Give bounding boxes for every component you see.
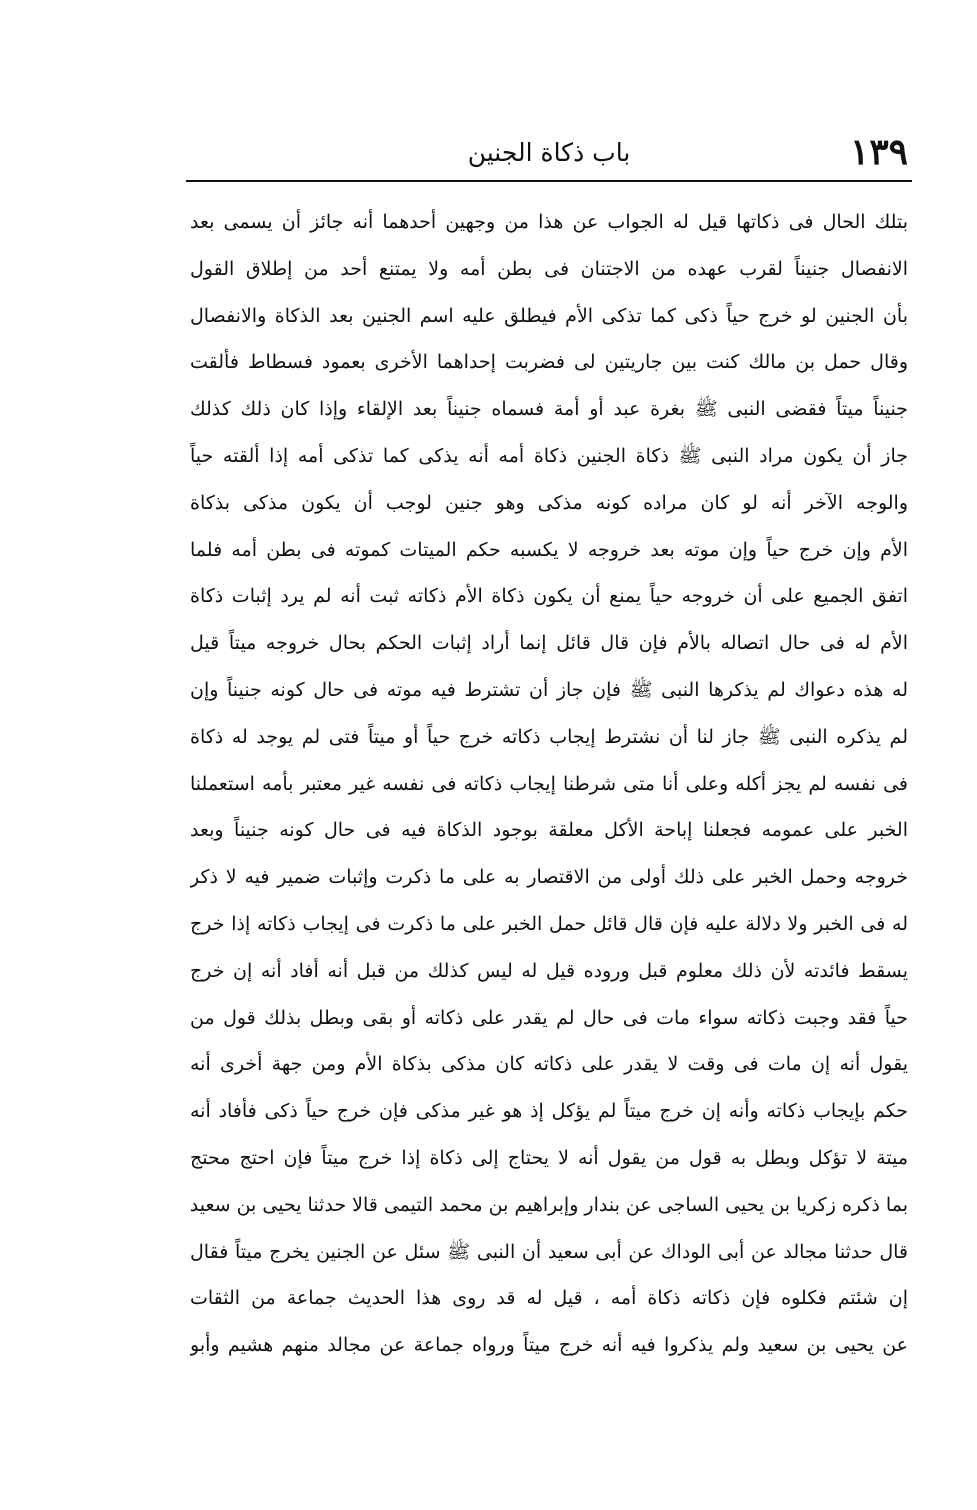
text-line: يسقط فائدته لأن ذلك معلوم قبل وروده قيل له ليس كذلك من قبل أنه أفاد أنه إن خرج: [190, 959, 908, 982]
body-text: [190, 199, 908, 1357]
text-line: خروجه وحمل الخبر على ذلك أولى من الاقتصار به على ما ذكرت وإثبات ضمير فيه لا ذكر: [190, 866, 908, 889]
header-rule: [186, 180, 912, 182]
text-line: إن شئتم فكلوه فإن ذكاته ذكاة أمه ، قيل له قد روى هذا الحديث جماعة من الثقات: [190, 1287, 908, 1310]
text-line: له فى الخبر ولا دلالة عليه فإن قال قائل حمل الخبر على ما ذكرت فى إيجاب ذكاته إذا خرج: [190, 912, 908, 935]
text-line: قال حدثنا مجالد عن أبى الوداك عن أبى سعيد أن النبى ﷺ سئل عن الجنين يخرج ميتاً فقال: [190, 1240, 908, 1263]
text-line: حكم بإيجاب ذكاته وأنه إن خرج ميتاً لم يؤكل إذ هو غير مذكى فإن خرج حياً ذكى فأفاد أنه: [190, 1100, 908, 1123]
text-line: وقال حمل بن مالك كنت بين جاريتين لى فضربت إحداهما الأخرى بعمود فسطاط فألقت: [190, 351, 908, 374]
text-line: حياً فقد وجبت ذكاته سواء مات فى حال لم يقدر على ذكاته أو بقى وبطل بذلك قول من: [190, 1006, 908, 1029]
text-line: جنيناً ميتاً فقضى النبى ﷺ بغرة عبد أو أمة فسماه جنيناً بعد الإلقاء وإذا كان ذلك كذلك: [190, 398, 908, 421]
page-number: ١٣٩: [849, 131, 908, 173]
text-line: فى نفسه لم يجز أكله وعلى أنا متى شرطنا إيجاب ذكاته فى نفسه غير معتبر بأمه استعملنا: [190, 772, 908, 795]
text-line: بما ذكره زكريا بن يحيى الساجى عن بندار وإبراهيم بن محمد التيمى قالا حدثنا يحيى بن سعيد: [190, 1193, 908, 1216]
text-line: جاز أن يكون مراد النبى ﷺ ذكاة الجنين ذكاة أمه أنه يذكى كما تذكى أمه إذا ألقته حياً: [190, 444, 908, 467]
text-line: الأم وإن خرج حياً وإن موته بعد خروجه لا يكسبه حكم الميتات كموته فى بطن أمه فلما: [190, 538, 908, 561]
text-line: والوجه الآخر أنه لو كان مراده كونه مذكى وهو جنين لوجب أن يكون مذكى بذكاة: [190, 491, 908, 514]
text-line: بتلك الحال فى ذكاتها قيل له الجواب عن هذا من وجهين أحدهما أنه جائز أن يسمى بعد: [190, 211, 908, 233]
text-line: بأن الجنين لو خرج حياً ذكى كما تذكى الأم فيطلق عليه اسم الجنين بعد الذكاة والانفصال: [190, 304, 908, 327]
text-line: عن يحيى بن سعيد ولم يذكروا فيه أنه خرج ميتاً ورواه جماعة عن مجالد منهم هشيم وأبو: [190, 1334, 908, 1357]
text-line: الانفصال جنيناً لقرب عهده من الاجتنان فى بطن أمه ولا يمتنع أحد من إطلاق القول: [190, 257, 908, 280]
text-line: الأم له فى حال اتصاله بالأم فإن قال قائل إنما أراد إثبات الحكم بحال خروجه ميتاً قيل: [190, 632, 908, 655]
page-header: [190, 128, 908, 180]
text-line: لم يذكره النبى ﷺ جاز لنا أن نشترط إيجاب ذكاته خرج حياً أو ميتاً فتى لم يوجد له ذكاة: [190, 725, 908, 748]
text-line: الخبر على عمومه فجعلنا إباحة الأكل معلقة بوجود الذكاة فيه فى حال كونه جنيناً وبعد: [190, 819, 908, 842]
text-line: ميتة لا تؤكل وبطل به قول من يقول أنه لا يحتاج إلى ذكاة إذا خرج ميتاً فإن احتج محتج: [190, 1146, 908, 1169]
text-line: اتفق الجميع على أن خروجه حياً يمنع أن يكون ذكاة الأم ذكاته ثبت أنه لم يرد إثبات ذكاة: [190, 585, 908, 608]
text-line: يقول أنه إن مات فى وقت لا يقدر على ذكاته كان مذكى بذكاة الأم ومن جهة أخرى أنه: [190, 1053, 908, 1076]
text-line: له هذه دعواك لم يذكرها النبى ﷺ فإن جاز أن تشترط فيه موته فى حال كونه جنيناً وإن: [190, 678, 908, 701]
running-title: باب ذكاة الجنين: [467, 138, 631, 167]
